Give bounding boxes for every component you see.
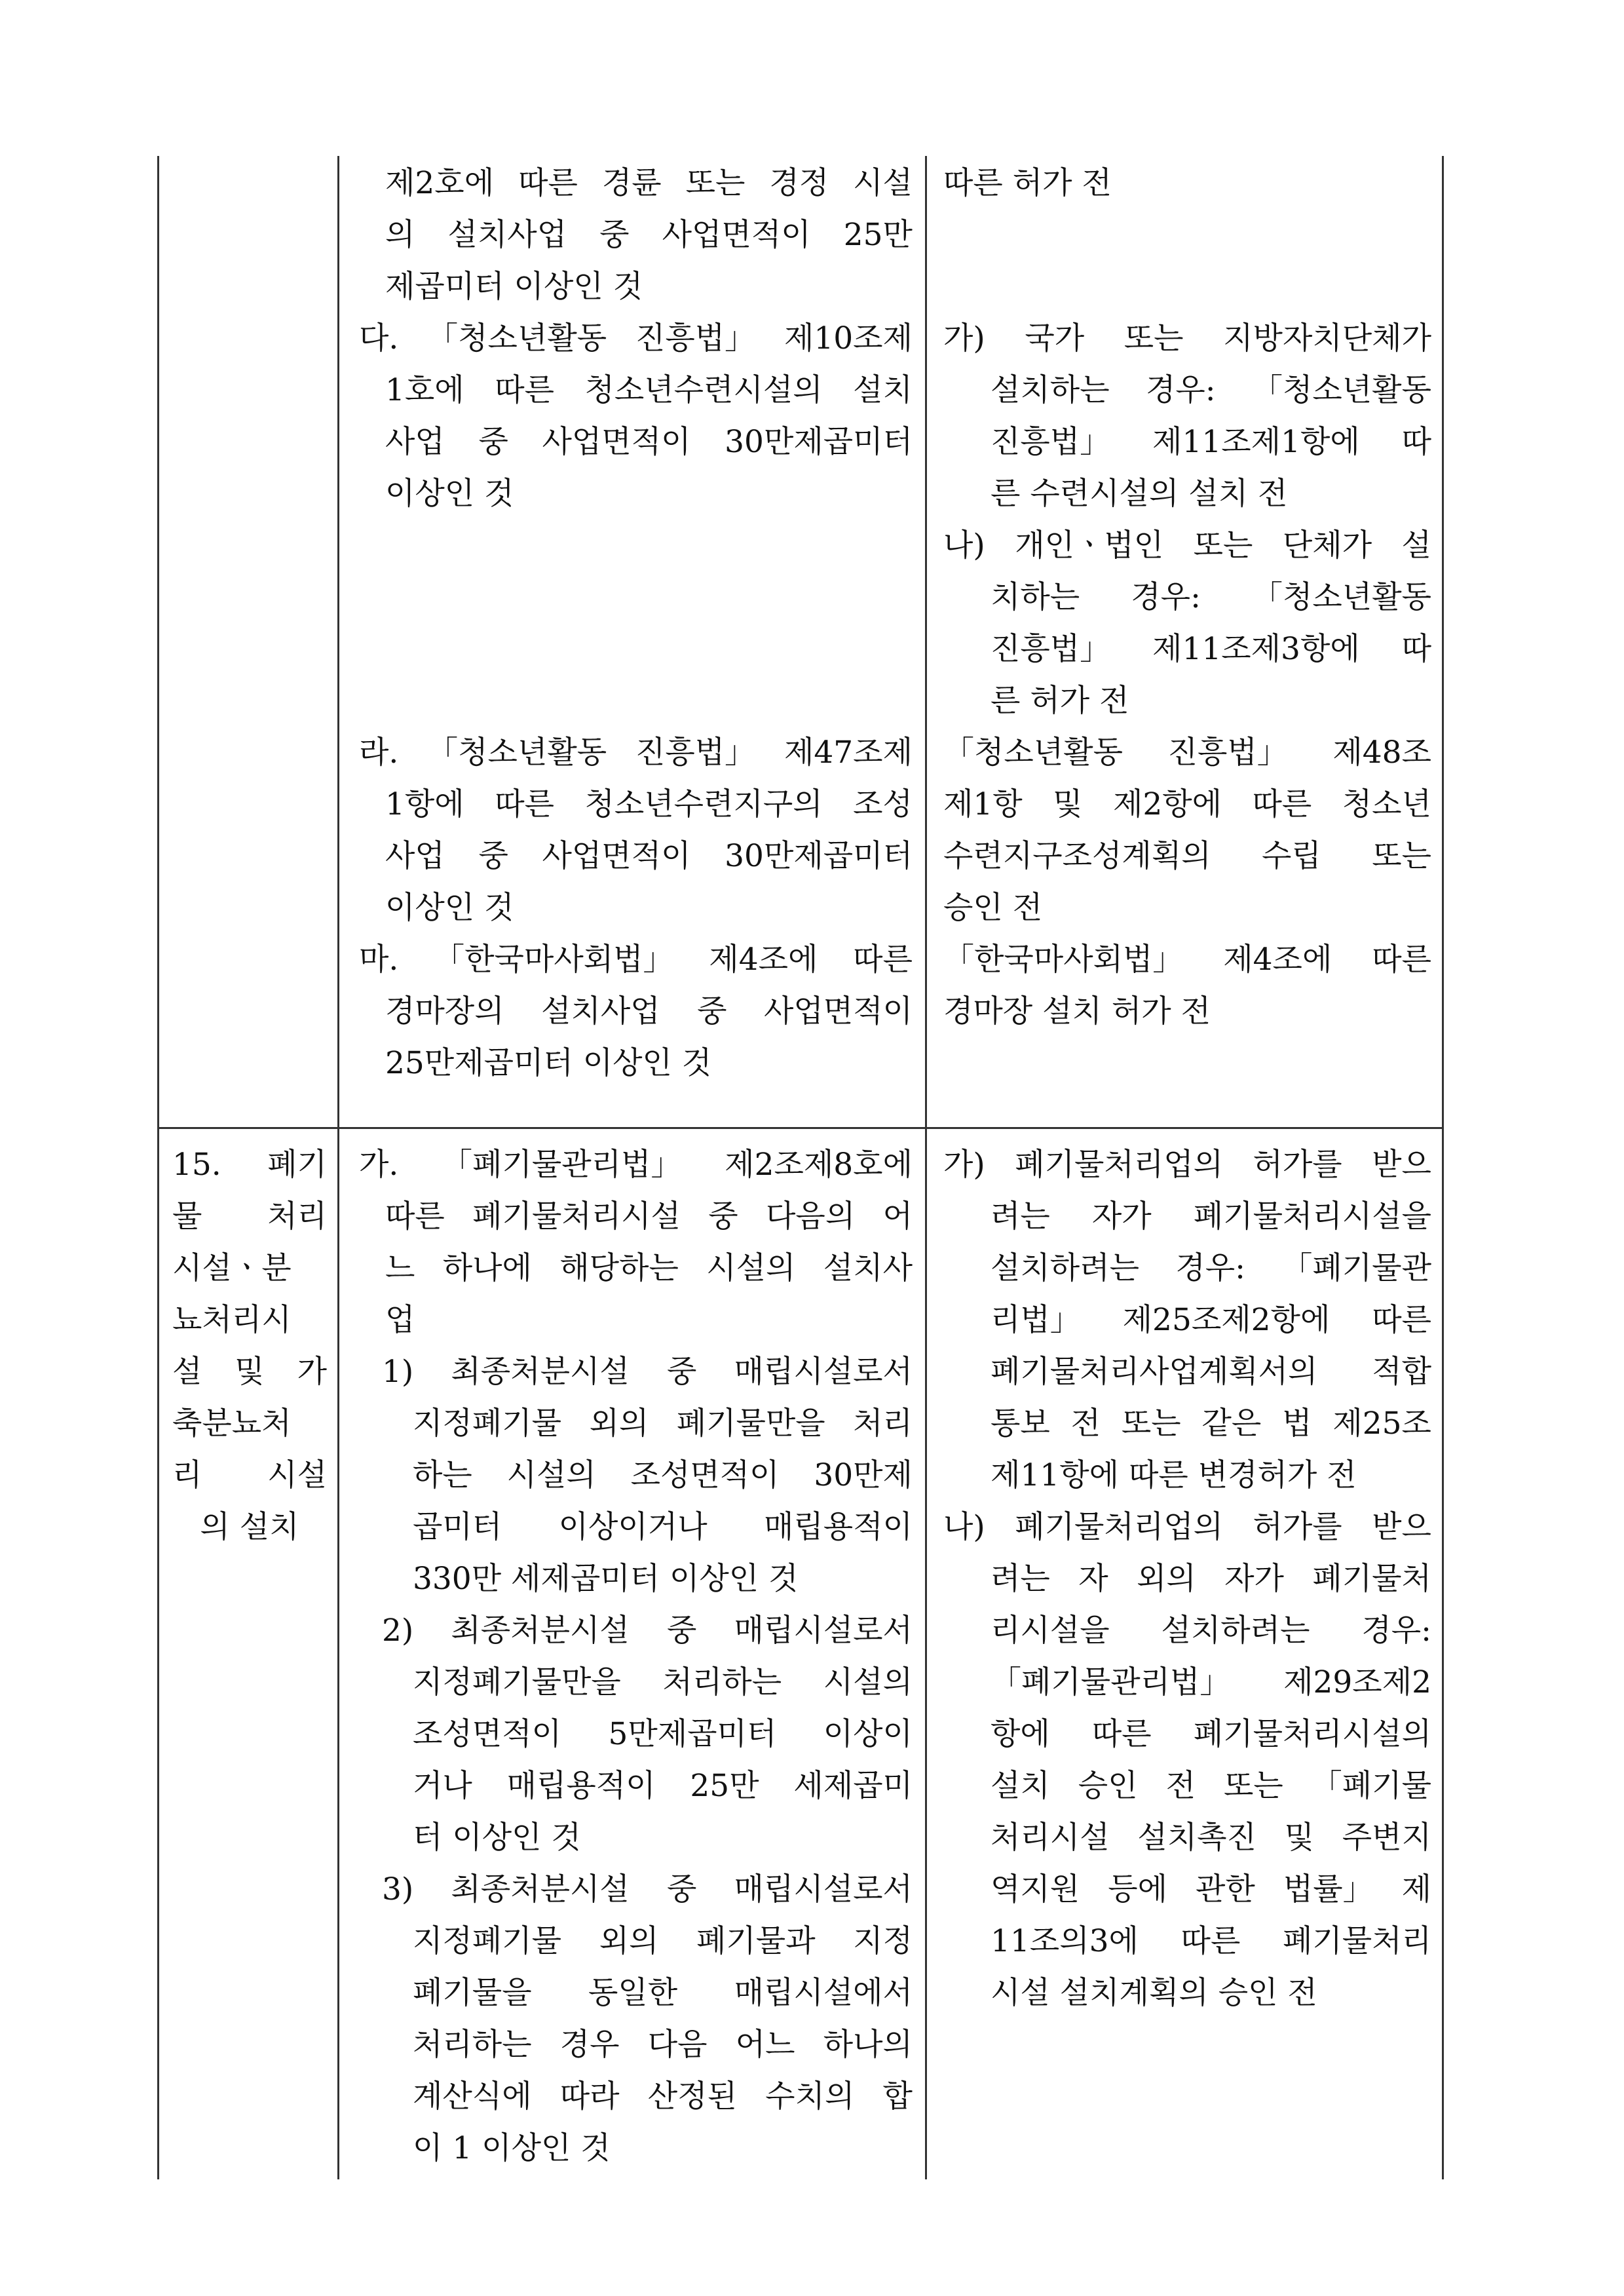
- text-line: 설치하는 경우: 「청소년활동: [991, 372, 1431, 408]
- continuation-col3-cell: [943, 157, 1431, 1037]
- text-line: 2) 최종처분시설 중 매립시설로서: [382, 1613, 913, 1649]
- text-line: 이상인 것: [385, 476, 514, 512]
- text-line: 려는 자가 폐기물처리시설을: [991, 1198, 1431, 1234]
- text-line: 리 시설: [172, 1457, 327, 1493]
- text-line: 11조의3에 따른 폐기물처리: [991, 1923, 1431, 1959]
- text-line: 처리하는 경우 다음 어느 하나의: [413, 2027, 913, 2063]
- text-line: 지정폐기물 외의 폐기물만을 처리: [413, 1406, 913, 1442]
- text-line: 터 이상인 것: [413, 1820, 581, 1856]
- column-divider-2: [925, 156, 927, 2179]
- text-line: 가) 국가 또는 지방자치단체가: [943, 320, 1431, 356]
- text-line: 라. 「청소년활동 진흥법」 제47조제: [359, 735, 913, 771]
- text-line: [943, 261, 1431, 313]
- text-line: 느 하나에 해당하는 시설의 설치사: [385, 1250, 913, 1286]
- text-line: 마. 「한국마사회법」 제4조에 따른: [359, 942, 913, 978]
- text-line: 통보 전 또는 같은 법 제25조: [991, 1406, 1431, 1442]
- text-line: [359, 520, 913, 571]
- text-line: 제곱미터 이상인 것: [385, 269, 643, 305]
- text-line: 설 및 가: [172, 1354, 327, 1390]
- text-line: 가. 「폐기물관리법」 제2조제8호에: [359, 1147, 913, 1183]
- text-line: 1항에 따른 청소년수련지구의 조성: [385, 786, 913, 822]
- text-line: 사업 중 사업면적이 30만제곱미터: [385, 838, 913, 874]
- row15-timing-cell: [943, 1139, 1431, 2019]
- text-line: 항에 따른 폐기물처리시설의: [991, 1716, 1431, 1752]
- text-line: 의 설치사업 중 사업면적이 25만: [385, 217, 913, 253]
- text-line: 폐기물처리사업계획서의 적합: [991, 1354, 1431, 1390]
- text-line: 수련지구조성계획의 수립 또는: [943, 838, 1431, 874]
- text-line: 따른 허가 전: [943, 165, 1112, 201]
- text-line: 계산식에 따라 산정된 수치의 합: [413, 2078, 913, 2114]
- table-border-right: [1442, 156, 1444, 2179]
- text-line: 경마장의 설치사업 중 사업면적이: [385, 993, 913, 1029]
- text-line: 설치 승인 전 또는 「폐기물: [991, 1768, 1431, 1804]
- text-line: 사업 중 사업면적이 30만제곱미터: [385, 424, 913, 460]
- text-line: 지정폐기물만을 처리하는 시설의: [413, 1664, 913, 1700]
- text-line: 리시설을 설치하려는 경우:: [991, 1613, 1431, 1649]
- text-line: 뇨처리시: [172, 1302, 292, 1338]
- text-line: 시설ㆍ분: [172, 1250, 292, 1286]
- text-line: 의 설치: [200, 1509, 299, 1545]
- text-line: 른 허가 전: [991, 683, 1129, 719]
- text-line: 역지원 등에 관한 법률」 제: [991, 1871, 1431, 1907]
- text-line: 15. 폐기: [172, 1147, 327, 1183]
- text-line: 「폐기물관리법」 제29조제2: [991, 1664, 1431, 1700]
- text-line: 리법」 제25조제2항에 따른: [991, 1302, 1431, 1338]
- text-line: 나) 개인ㆍ법인 또는 단체가 설: [943, 527, 1431, 564]
- text-line: 다. 「청소년활동 진흥법」 제10조제: [359, 320, 913, 356]
- text-line: 이 1 이상인 것: [413, 2130, 611, 2166]
- text-line: 조성면적이 5만제곱미터 이상이: [413, 1716, 913, 1752]
- text-line: [943, 209, 1431, 261]
- column-divider-1: [337, 156, 339, 2179]
- text-line: [359, 675, 913, 727]
- text-line: 제11항에 따른 변경허가 전: [991, 1457, 1357, 1493]
- text-line: 업: [385, 1302, 415, 1338]
- text-line: 치하는 경우: 「청소년활동: [991, 579, 1431, 615]
- text-line: 「한국마사회법」 제4조에 따른: [943, 942, 1431, 978]
- text-line: 폐기물을 동일한 매립시설에서: [413, 1975, 913, 2011]
- text-line: 나) 폐기물처리업의 허가를 받으: [943, 1509, 1431, 1545]
- text-line: 지정폐기물 외의 폐기물과 지정: [413, 1923, 913, 1959]
- text-line: 른 수련시설의 설치 전: [991, 476, 1288, 512]
- text-line: 물 처리: [172, 1198, 327, 1234]
- text-line: 승인 전: [943, 890, 1043, 926]
- text-line: 곱미터 이상이거나 매립용적이: [413, 1509, 913, 1545]
- row15-category-cell: [172, 1139, 327, 1553]
- text-line: 거나 매립용적이 25만 세제곱미: [413, 1768, 913, 1804]
- text-line: 따른 폐기물처리시설 중 다음의 어: [385, 1198, 913, 1234]
- text-line: 시설 설치계획의 승인 전: [991, 1975, 1317, 2011]
- text-line: 경마장 설치 허가 전: [943, 993, 1211, 1029]
- row15-target-cell: [359, 1139, 913, 2174]
- text-line: 25만제곱미터 이상인 것: [385, 1045, 712, 1081]
- continuation-col2-cell: [359, 157, 913, 1089]
- text-line: 「청소년활동 진흥법」 제48조: [943, 735, 1431, 771]
- text-line: [359, 571, 913, 623]
- text-line: 하는 시설의 조성면적이 30만제: [413, 1457, 913, 1493]
- table-border-left: [157, 156, 159, 2179]
- text-line: 처리시설 설치촉진 및 주변지: [991, 1820, 1431, 1856]
- text-line: 려는 자 외의 자가 폐기물처: [991, 1561, 1431, 1597]
- text-line: 진흥법」 제11조제3항에 따: [991, 631, 1431, 667]
- text-line: 가) 폐기물처리업의 허가를 받으: [943, 1147, 1431, 1183]
- text-line: 축분뇨처: [172, 1406, 292, 1442]
- text-line: 330만 세제곱미터 이상인 것: [413, 1561, 799, 1597]
- text-line: [359, 623, 913, 675]
- text-line: 1호에 따른 청소년수련시설의 설치: [385, 372, 913, 408]
- row-divider: [157, 1127, 1444, 1129]
- text-line: 1) 최종처분시설 중 매립시설로서: [382, 1354, 913, 1390]
- text-line: 제2호에 따른 경륜 또는 경정 시설: [385, 165, 913, 201]
- text-line: 설치하려는 경우: 「폐기물관: [991, 1250, 1431, 1286]
- text-line: 제1항 및 제2항에 따른 청소년: [943, 786, 1431, 822]
- text-line: 3) 최종처분시설 중 매립시설로서: [382, 1871, 913, 1907]
- text-line: 진흥법」 제11조제1항에 따: [991, 424, 1431, 460]
- text-line: 이상인 것: [385, 890, 514, 926]
